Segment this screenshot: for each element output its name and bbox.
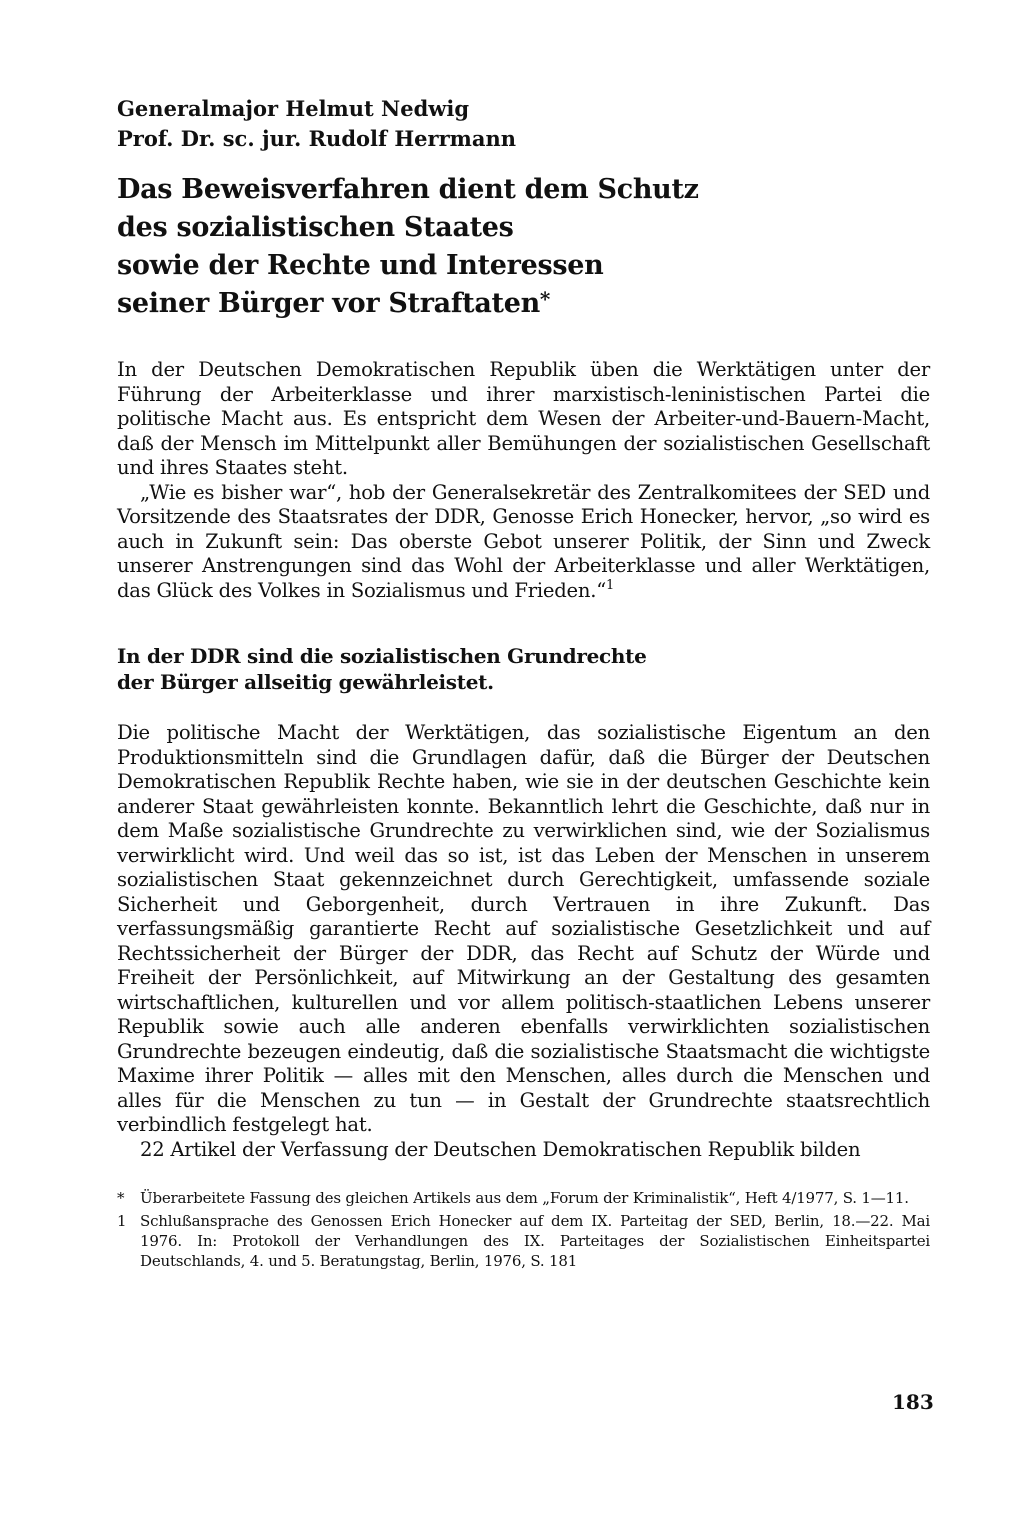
footnotes — [117, 1188, 930, 1271]
footnote-mark: * — [117, 1189, 125, 1207]
section-heading-line: In der DDR sind die sozialistischen Grundrechte — [117, 644, 647, 668]
quote-paragraph — [117, 481, 930, 604]
article-title — [117, 171, 930, 323]
title-line: des sozialistischen Staates — [117, 212, 514, 243]
page-content — [117, 94, 930, 1274]
section-heading-line: der Bürger allseitig gewährleistet. — [117, 670, 494, 694]
author-name: Prof. Dr. sc. jur. Rudolf Herrmann — [117, 126, 517, 151]
title-line — [117, 285, 930, 323]
footnote-reference: 1 — [605, 577, 614, 593]
page-number: 183 — [892, 1390, 934, 1414]
section-paragraph: Die politische Macht der Werktätigen, das sozialistische Eigentum an den Produktionsmitteln sind die Grundlagen dafür, daß die Bürger der Deutschen Demokratischen Republik Rechte haben, wie sie in der deutschen Geschichte kein anderer Staat gewährleisten konnte. Bekanntlich lehrt die Geschichte, daß nur in dem Maße sozialistische Grundrechte zu verwirklichen sind, wie der Sozialismus verwirklicht wird. Und weil das so ist, ist das Leben der Menschen in unserem sozialistischen Staat gekennzeichnet durch Gerechtigkeit, umfassende soziale Sicherheit und Geborgenheit, durch Vertrauen in ihre Zukunft. Das verfassungsmäßig garantierte Recht auf sozialistische Gesetzlichkeit und auf Rechtssicherheit der Bürger der DDR, das Recht auf Schutz der Würde und Freiheit der Persönlichkeit, auf Mitwirkung an der Gestaltung des gesamten wirtschaftlichen, kulturellen und vor allem politisch-staatlichen Lebens unserer Republik sowie auch alle anderen ebenfalls verwirklichten sozialistischen Grundrechte bezeugen eindeutig, daß die sozialistische Staatsmacht die wichtigste Maxime ihrer Politik — alles mit den Menschen, alles durch die Menschen und alles für die Menschen zu tun — in Gestalt der Grundrechte staatsrechtlich verbindlich festgelegt hat. — [117, 721, 930, 1136]
title-line-text: seiner Bürger vor Straftaten — [117, 288, 540, 319]
footnote-text: Schlußansprache des Genossen Erich Honecker auf dem IX. Parteitag der SED, Berlin, 18.—22. Mai 1976. In: Protokoll der Verhandlungen des IX. Parteitages der Sozialistischen Einheitspartei Deutschlands, 4. und 5. Beratungstag, Berlin, 1976, S. 181 — [140, 1212, 930, 1270]
title-footnote-marker: * — [539, 287, 551, 311]
footnote — [117, 1211, 930, 1271]
quote-paragraph-text: „Wie es bisher war“, hob der Generalsekretär des Zentralkomitees der SED und Vorsitzende des Staatsrates der DDR, Genosse Erich Honecker, hervor, „so wird es auch in Zukunft sein: Das oberste Gebot unserer Politik, der Sinn und Zweck unserer Anstrengungen sind das Wohl der Arbeiterklasse und aller Werktätigen, das Glück des Volkes in Sozialismus und Frieden.“ — [117, 480, 930, 602]
intro-paragraph: In der Deutschen Demokratischen Republik üben die Werktätigen unter der Führung der Arbeiterklasse und ihrer marxistisch-leninistischen Partei die politische Macht aus. Es entspricht dem Wesen der Arbeiter-und-Bauern-Macht, daß der Mensch im Mittelpunkt aller Bemühungen der sozialistischen Gesellschaft und ihres Staates steht. — [117, 358, 930, 479]
section-paragraph-continued: 22 Artikel der Verfassung der Deutschen Demokratischen Republik bilden — [140, 1137, 861, 1161]
title-line: Das Beweisverfahren dient dem Schutz — [117, 174, 699, 205]
section-heading — [117, 643, 930, 695]
author-block — [117, 94, 930, 154]
author-name: Generalmajor Helmut Nedwig — [117, 96, 470, 121]
footnote — [117, 1188, 930, 1208]
footnote-mark: 1 — [117, 1212, 127, 1230]
title-line: sowie der Rechte und Interessen — [117, 250, 604, 281]
footnote-text: Überarbeitete Fassung des gleichen Artikels aus dem „Forum der Kriminalistik“, Heft 4/1977, S. 1—11. — [140, 1189, 909, 1207]
